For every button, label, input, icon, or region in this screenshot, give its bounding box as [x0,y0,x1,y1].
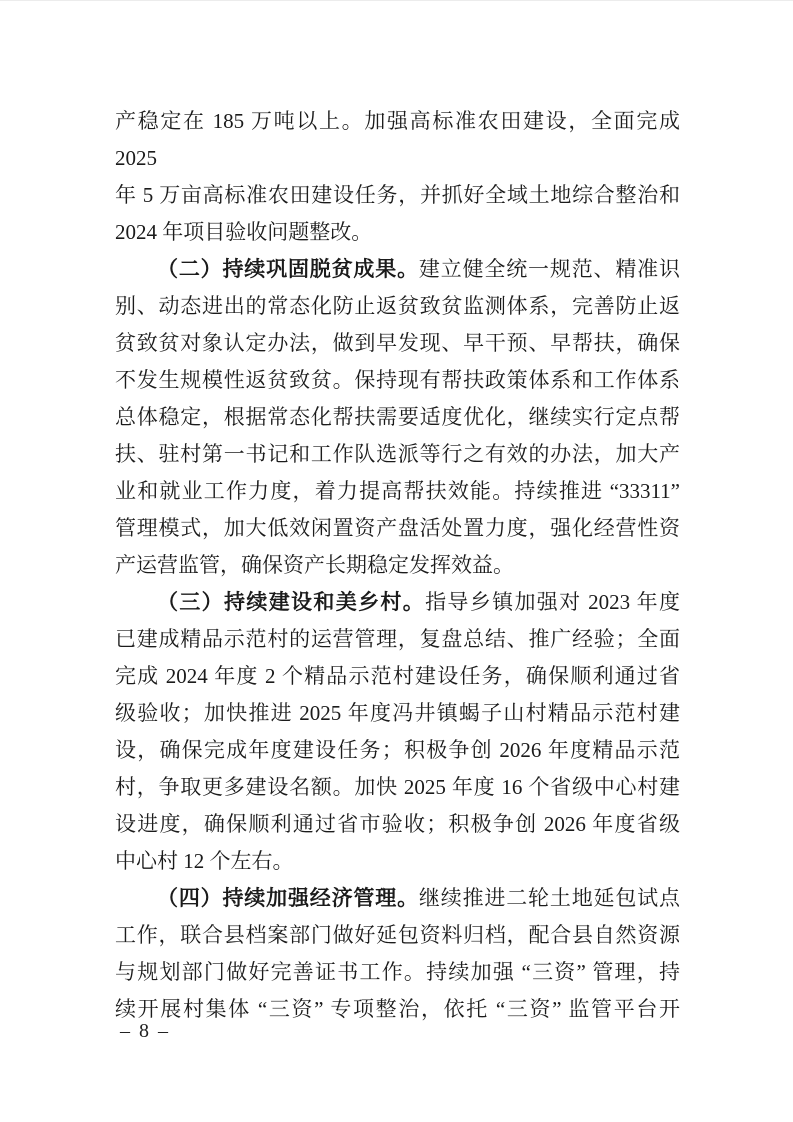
text-line [115,954,680,991]
text-line [115,547,680,584]
body-text-run: 继续推进二轮土地延包试点 [418,886,681,910]
page-top-edge [0,0,793,1]
text-line [115,732,680,769]
body-text-run: 产运营监管，确保资产长期稳定发挥效益。 [115,553,514,577]
body-text-run: 与规划部门做好完善证书工作。持续加强 “三资” 管理，持 [115,960,680,984]
text-line [115,584,680,621]
text-line [115,510,680,547]
text-body [115,103,680,1028]
text-line [115,769,680,806]
body-text-run: 完成 2024 年度 2 个精品示范村建设任务，确保顺利通过省 [115,664,680,688]
text-line [115,103,680,177]
body-text-run: 村，争取更多建设名额。加快 2025 年度 16 个省级中心村建 [115,775,680,799]
section-heading-run: （四）持续加强经济管理。 [157,886,419,910]
body-text-run: 设，确保完成年度建设任务；积极争创 2026 年度精品示范 [115,738,680,762]
body-text-run: 已建成精品示范村的运营管理，复盘总结、推广经验；全面 [115,627,680,651]
body-text-run: 别、动态进出的常态化防止返贫致贫监测体系，完善防止返 [115,294,680,318]
body-text-run: 不发生规模性返贫致贫。保持现有帮扶政策体系和工作体系 [115,368,680,392]
body-text-run: 级验收；加快推进 2025 年度冯井镇蝎子山村精品示范村建 [115,701,680,725]
body-text-run: 2024 年项目验收问题整改。 [115,220,373,244]
text-line [115,695,680,732]
body-text-run: 工作，联合县档案部门做好延包资料归档，配合县自然资源 [115,923,680,947]
text-line [115,177,680,214]
text-line [115,251,680,288]
text-line [115,621,680,658]
body-text-run: 中心村 12 个左右。 [115,849,294,873]
body-text-run: 业和就业工作力度，着力提高帮扶效能。持续推进 “33311” [115,479,680,503]
body-text-run: 管理模式，加大低效闲置资产盘活处置力度，强化经营性资 [115,516,680,540]
page-number: – 8 – [120,1020,170,1042]
text-line [115,436,680,473]
text-line [115,399,680,436]
section-heading-run: （二）持续巩固脱贫成果。 [157,257,419,281]
text-line [115,880,680,917]
text-line [115,288,680,325]
body-text-run: 续开展村集体 “三资” 专项整治，依托 “三资” 监管平台开 [115,997,680,1021]
body-text-run: 产稳定在 185 万吨以上。加强高标准农田建设，全面完成 2025 [115,109,680,170]
text-line [115,362,680,399]
text-line [115,806,680,843]
body-text-run: 年 5 万亩高标准农田建设任务，并抓好全域土地综合整治和 [115,183,680,207]
text-line [115,658,680,695]
body-text-run: 设进度，确保顺利通过省市验收；积极争创 2026 年度省级 [115,812,680,836]
body-text-run: 贫致贫对象认定办法，做到早发现、早干预、早帮扶，确保 [115,331,680,355]
section-heading-run: （三）持续建设和美乡村。 [157,590,426,614]
text-line [115,991,680,1028]
text-line [115,473,680,510]
text-line [115,214,680,251]
body-text-run: 扶、驻村第一书记和工作队选派等行之有效的办法，加大产 [115,442,680,466]
body-text-run: 建立健全统一规范、精准识 [418,257,681,281]
text-line [115,325,680,362]
text-line [115,917,680,954]
text-line [115,843,680,880]
body-text-run: 指导乡镇加强对 2023 年度 [425,590,681,614]
body-text-run: 总体稳定，根据常态化帮扶需要适度优化，继续实行定点帮 [115,405,680,429]
